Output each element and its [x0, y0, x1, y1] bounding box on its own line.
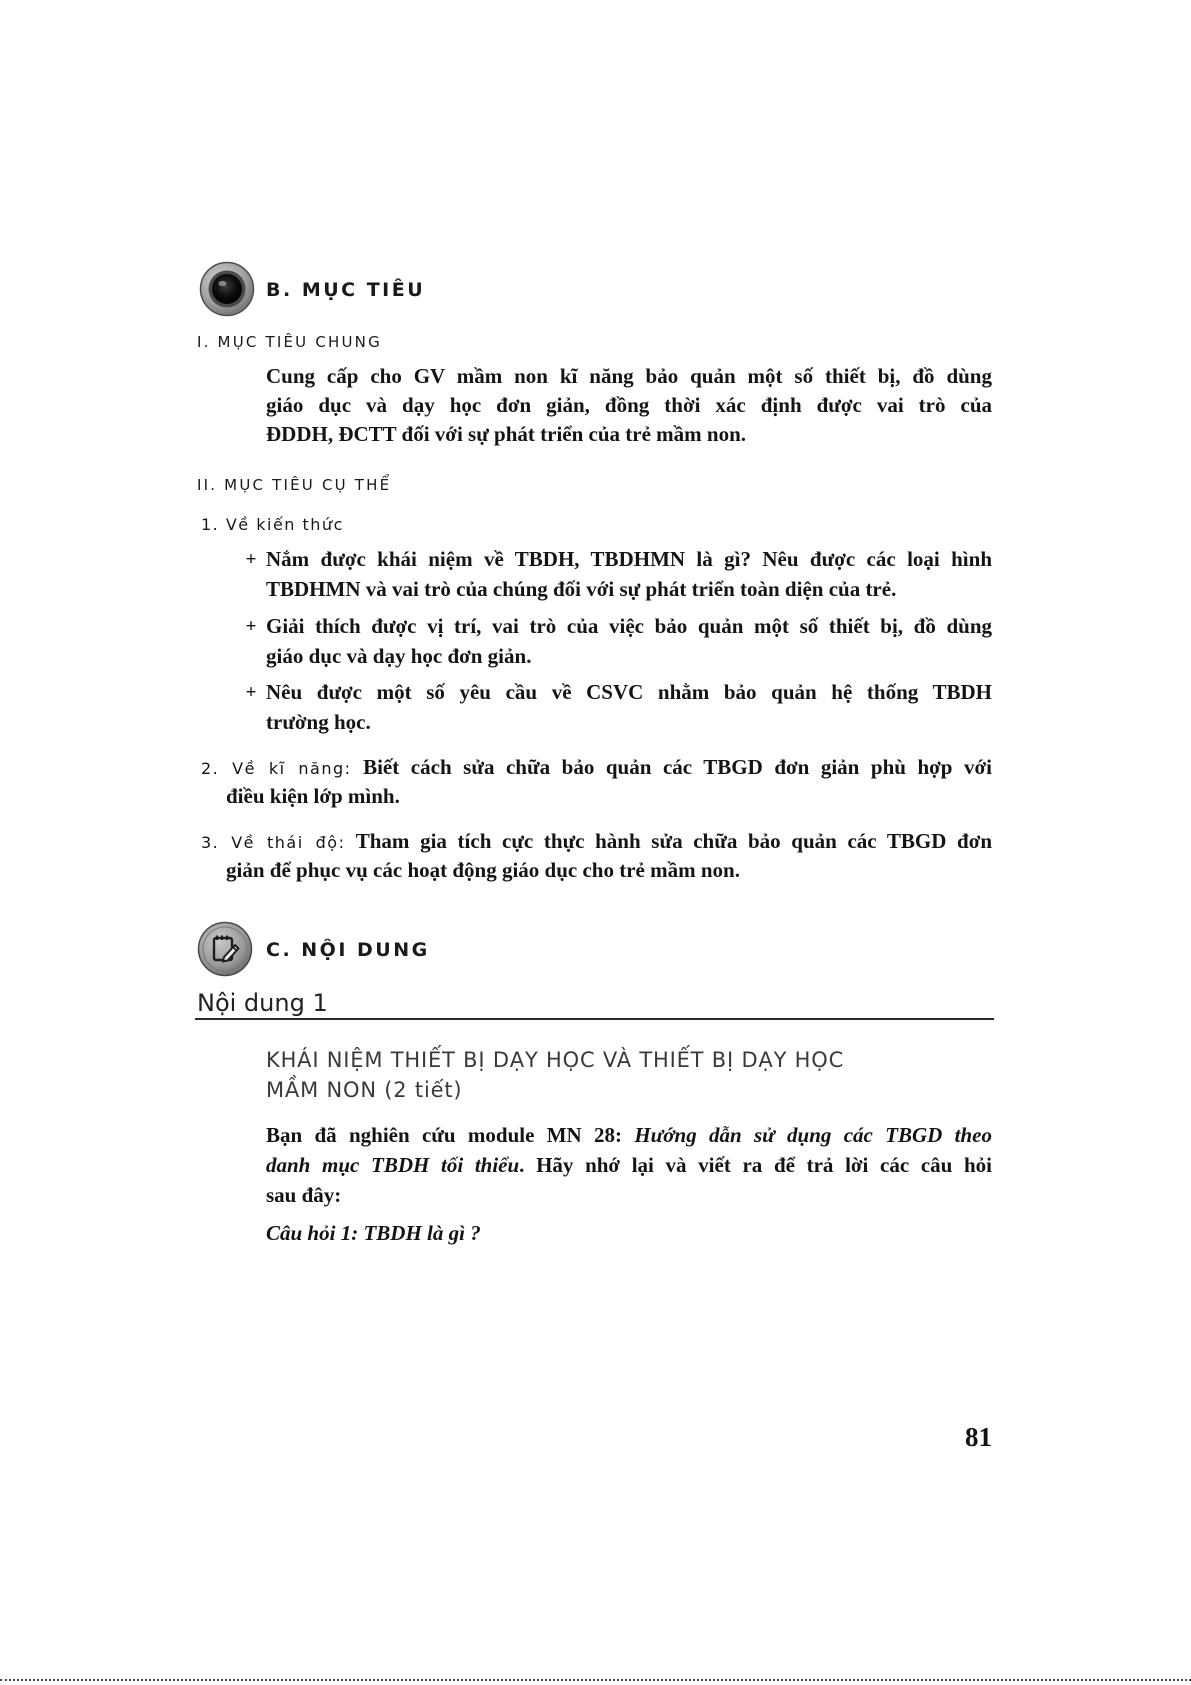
bullet-plus: +: [245, 682, 257, 703]
knowledge-heading: 1. Về kiến thức: [201, 515, 344, 534]
paragraph-line: giáo dục và dạy học đơn giản, đồng thời xác định được vai trò của: [266, 393, 992, 417]
content-1-topic: [266, 1045, 844, 1105]
bullet-line: giáo dục và dạy học đơn giản.: [266, 643, 532, 668]
intro-line: [266, 1120, 992, 1150]
bullet-line: Nêu được một số yêu cầu về CSVC nhằm bảo quản hệ thống TBDH: [266, 680, 992, 704]
bullet-plus: +: [245, 549, 257, 570]
record-circle-icon: [199, 261, 255, 317]
intro-line: [266, 1150, 992, 1180]
bullet-plus: +: [245, 616, 257, 637]
attitude-text: Tham gia tích cực thực hành sửa chữa bảo quản các TBGD đơn: [355, 829, 992, 853]
module-title-italic: danh mục TBDH tối thiểu: [266, 1153, 520, 1177]
intro-text: . Hãy nhớ lại và viết ra để trả lời các câu hỏi: [519, 1153, 992, 1177]
general-objective-heading: I. MỤC TIÊU CHUNG: [197, 333, 382, 351]
content-1-title: Nội dung 1: [197, 989, 328, 1017]
intro-text: Bạn đã nghiên cứu module MN 28:: [266, 1123, 623, 1147]
question-1: Câu hỏi 1: TBDH là gì ?: [266, 1221, 481, 1245]
attitude-line: [201, 827, 992, 856]
skills-line: điều kiện lớp mình.: [226, 784, 400, 808]
attitude-label: 3. Về thái độ:: [201, 833, 346, 852]
content-1-underline: [195, 1018, 994, 1020]
topic-line: KHÁI NIỆM THIẾT BỊ DẠY HỌC VÀ THIẾT BỊ DẠY HỌC: [266, 1048, 845, 1072]
paragraph-line: ĐDDH, ĐCTT đối với sự phát triển của trẻ mầm non.: [266, 422, 747, 446]
topic-line: MẦM NON (2 tiết): [266, 1078, 463, 1102]
module-title-italic: Hướng dẫn sử dụng các TBGD theo: [634, 1123, 992, 1147]
skills-line: [201, 753, 992, 782]
bullet-line: trường học.: [266, 709, 371, 734]
section-b-heading: B. MỤC TIÊU: [266, 279, 426, 301]
specific-objectives-heading: II. MỤC TIÊU CỤ THỂ: [197, 476, 392, 494]
general-objective-paragraph: [266, 362, 992, 449]
bullet-line: TBDHMN và vai trò của chúng đối với sự phát triển toàn diện của trẻ.: [266, 576, 897, 601]
intro-line: sau đây:: [266, 1183, 342, 1207]
notepad-pencil-icon: [197, 921, 253, 977]
attitude-line: giản để phục vụ các hoạt động giáo dục cho trẻ mầm non.: [226, 858, 740, 882]
skills-label: 2. Về kĩ năng:: [201, 759, 352, 778]
skills-objective: [201, 753, 992, 811]
content-1-intro: [266, 1120, 992, 1210]
section-c-heading: C. NỘI DUNG: [266, 939, 430, 961]
page-number: 81: [965, 1422, 992, 1452]
paragraph-line: Cung cấp cho GV mầm non kĩ năng bảo quản một số thiết bị, đồ dùng: [266, 364, 992, 388]
page-bottom-rule: [0, 1679, 1191, 1681]
attitude-objective: [201, 827, 992, 885]
bullet-line: Nắm được khái niệm về TBDH, TBDHMN là gì? Nêu được các loại hình: [266, 547, 992, 571]
skills-text: Biết cách sửa chữa bảo quản các TBGD đơn giản phù hợp với: [363, 755, 992, 779]
bullet-line: Giải thích được vị trí, vai trò của việc bảo quản một số thiết bị, đồ dùng: [266, 614, 992, 638]
